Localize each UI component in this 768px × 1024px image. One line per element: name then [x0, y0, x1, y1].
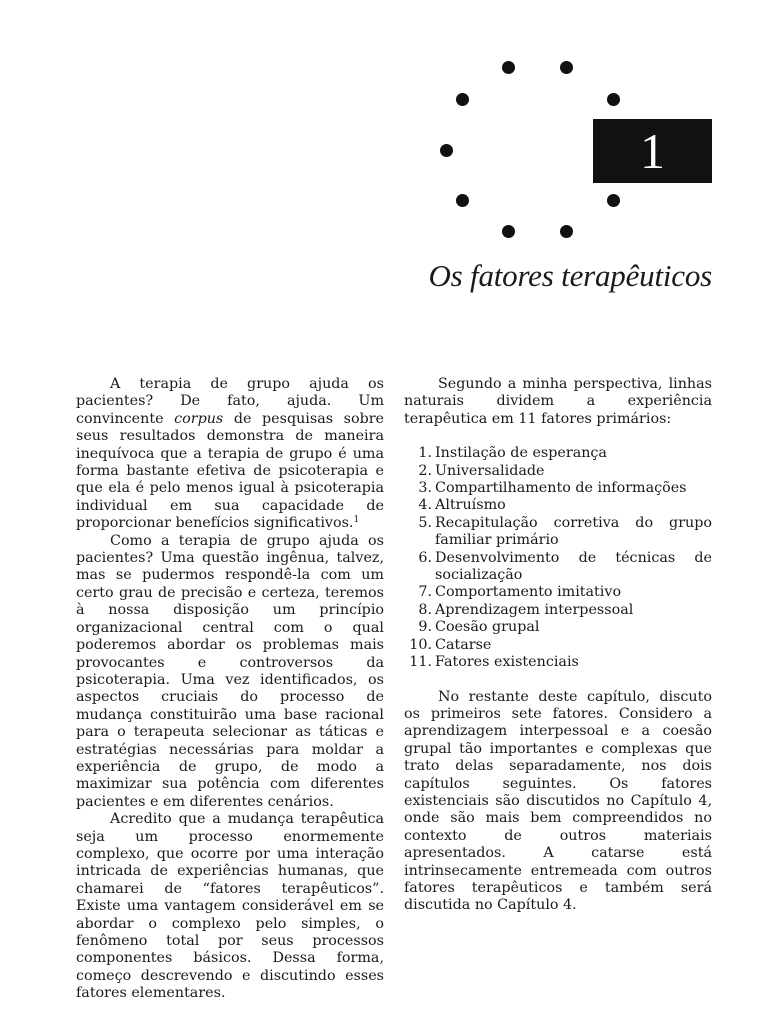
list-item-text: Recapitulação corretiva do grupo familiar primário — [435, 514, 712, 549]
decorative-dot — [560, 225, 573, 238]
left-column — [76, 376, 384, 1003]
chapter-number-box — [593, 119, 712, 183]
footnote-marker: 1 — [353, 515, 360, 526]
list-item — [404, 515, 712, 550]
list-item-number: 5. — [418, 514, 432, 531]
list-item — [404, 445, 712, 462]
italic-term: corpus — [174, 410, 224, 427]
list-item — [404, 654, 712, 671]
list-item-number: 11. — [409, 654, 432, 671]
decorative-dot — [560, 61, 573, 74]
list-item-text: Compartilhamento de informações — [435, 480, 687, 497]
therapeutic-factors-list — [404, 445, 712, 671]
decorative-dot — [502, 225, 515, 238]
decorative-dot — [456, 93, 469, 106]
decorative-dot — [607, 93, 620, 106]
list-item — [404, 463, 712, 480]
decorative-dot — [502, 61, 515, 74]
list-item-number: 7. — [418, 584, 432, 601]
decorative-dot — [456, 194, 469, 207]
list-item-text: Fatores existenciais — [435, 654, 579, 671]
list-item-text: Catarse — [435, 636, 492, 653]
list-item-number: 10. — [409, 636, 432, 653]
list-item-number: 1. — [418, 445, 432, 462]
paragraph-chapter-outline: No restante deste capítulo, discuto os primeiros sete fatores. Considero a aprendizagem interpessoal e a coesão grupal tão importantes e complexas que trato delas separadamente, nos dois capítulos seguintes. Os fatores existenciais são discutidos no Capítulo 4, onde são mais bem compreendidos no contexto de outros materiais apresentados. A catarse está intrinsecamente entremeada com outros fatores terapêuticos e também será discutida no Capítulo 4. — [404, 688, 712, 914]
list-item-text: Coesão grupal — [435, 619, 540, 636]
paragraph-text: A terapia de grupo ajuda os pacientes? De fato, ajuda. Um convincente — [76, 376, 384, 427]
list-item-number: 9. — [418, 619, 432, 636]
list-item-number: 3. — [418, 480, 432, 497]
list-item-text: Instilação de esperança — [435, 445, 607, 462]
list-item — [404, 584, 712, 601]
paragraph-perspective: Segundo a minha perspectiva, linhas naturais dividem a experiência terapêutica em 11 fatores primários: — [404, 376, 712, 427]
list-item-text: Universalidade — [435, 462, 545, 479]
decorative-dot — [607, 194, 620, 207]
list-item-text: Altruísmo — [435, 497, 506, 514]
list-item — [404, 637, 712, 654]
right-column — [404, 376, 712, 915]
list-item — [404, 619, 712, 636]
list-item-text: Comportamento imitativo — [435, 584, 622, 601]
list-item — [404, 497, 712, 514]
chapter-title: Os fatores terapêuticos — [428, 258, 712, 293]
list-item — [404, 480, 712, 497]
paragraph-question: Como a terapia de grupo ajuda os pacientes? Uma questão ingênua, talvez, mas se pudermos respondê-la com um certo grau de precisão e certeza, teremos à nossa disposição um princípio organizacional central com o qual poderemos abordar os problemas mais provocantes e controversos da psicoterapia. Uma vez identificados, os aspectos cruciais do processo de mudança constituirão uma base racional para o terapeuta selecionar as táticas e estratégias necessárias para moldar a experiência de grupo, de modo a maximizar sua potência com diferentes pacientes e em diferentes cenários. — [76, 532, 384, 810]
list-item-text: Desenvolvimento de técnicas de socialização — [435, 549, 712, 584]
decorative-dot — [440, 144, 453, 157]
paragraph-therapeutic-factors: Acredito que a mudança terapêutica seja um processo enormemente complexo, que ocorre por uma interação intricada de experiências humanas, que chamarei de “fatores terapêuticos”. Existe uma vantagem considerável em se abordar o complexo pelo simples, o fenômeno total por seus processos componentes básicos. Dessa forma, começo descrevendo e discutindo esses fatores elementares. — [76, 811, 384, 1002]
chapter-number: 1 — [640, 123, 665, 179]
list-item-number: 8. — [418, 601, 432, 618]
list-item-number: 4. — [418, 497, 432, 514]
list-item — [404, 602, 712, 619]
list-item-text: Aprendizagem interpessoal — [435, 601, 634, 618]
list-item-number: 2. — [418, 462, 432, 479]
list-item-number: 6. — [418, 549, 432, 566]
paragraph-text: de pesquisas sobre seus resultados demonstra de maneira inequívoca que a terapia de grupo é uma forma bastante efetiva de psicoterapia e que ela é pelo menos igual à psicoterapia individual em sua capacidade de proporcionar benefícios significativos. — [76, 410, 385, 532]
paragraph-intro — [76, 376, 384, 533]
list-item — [404, 550, 712, 585]
